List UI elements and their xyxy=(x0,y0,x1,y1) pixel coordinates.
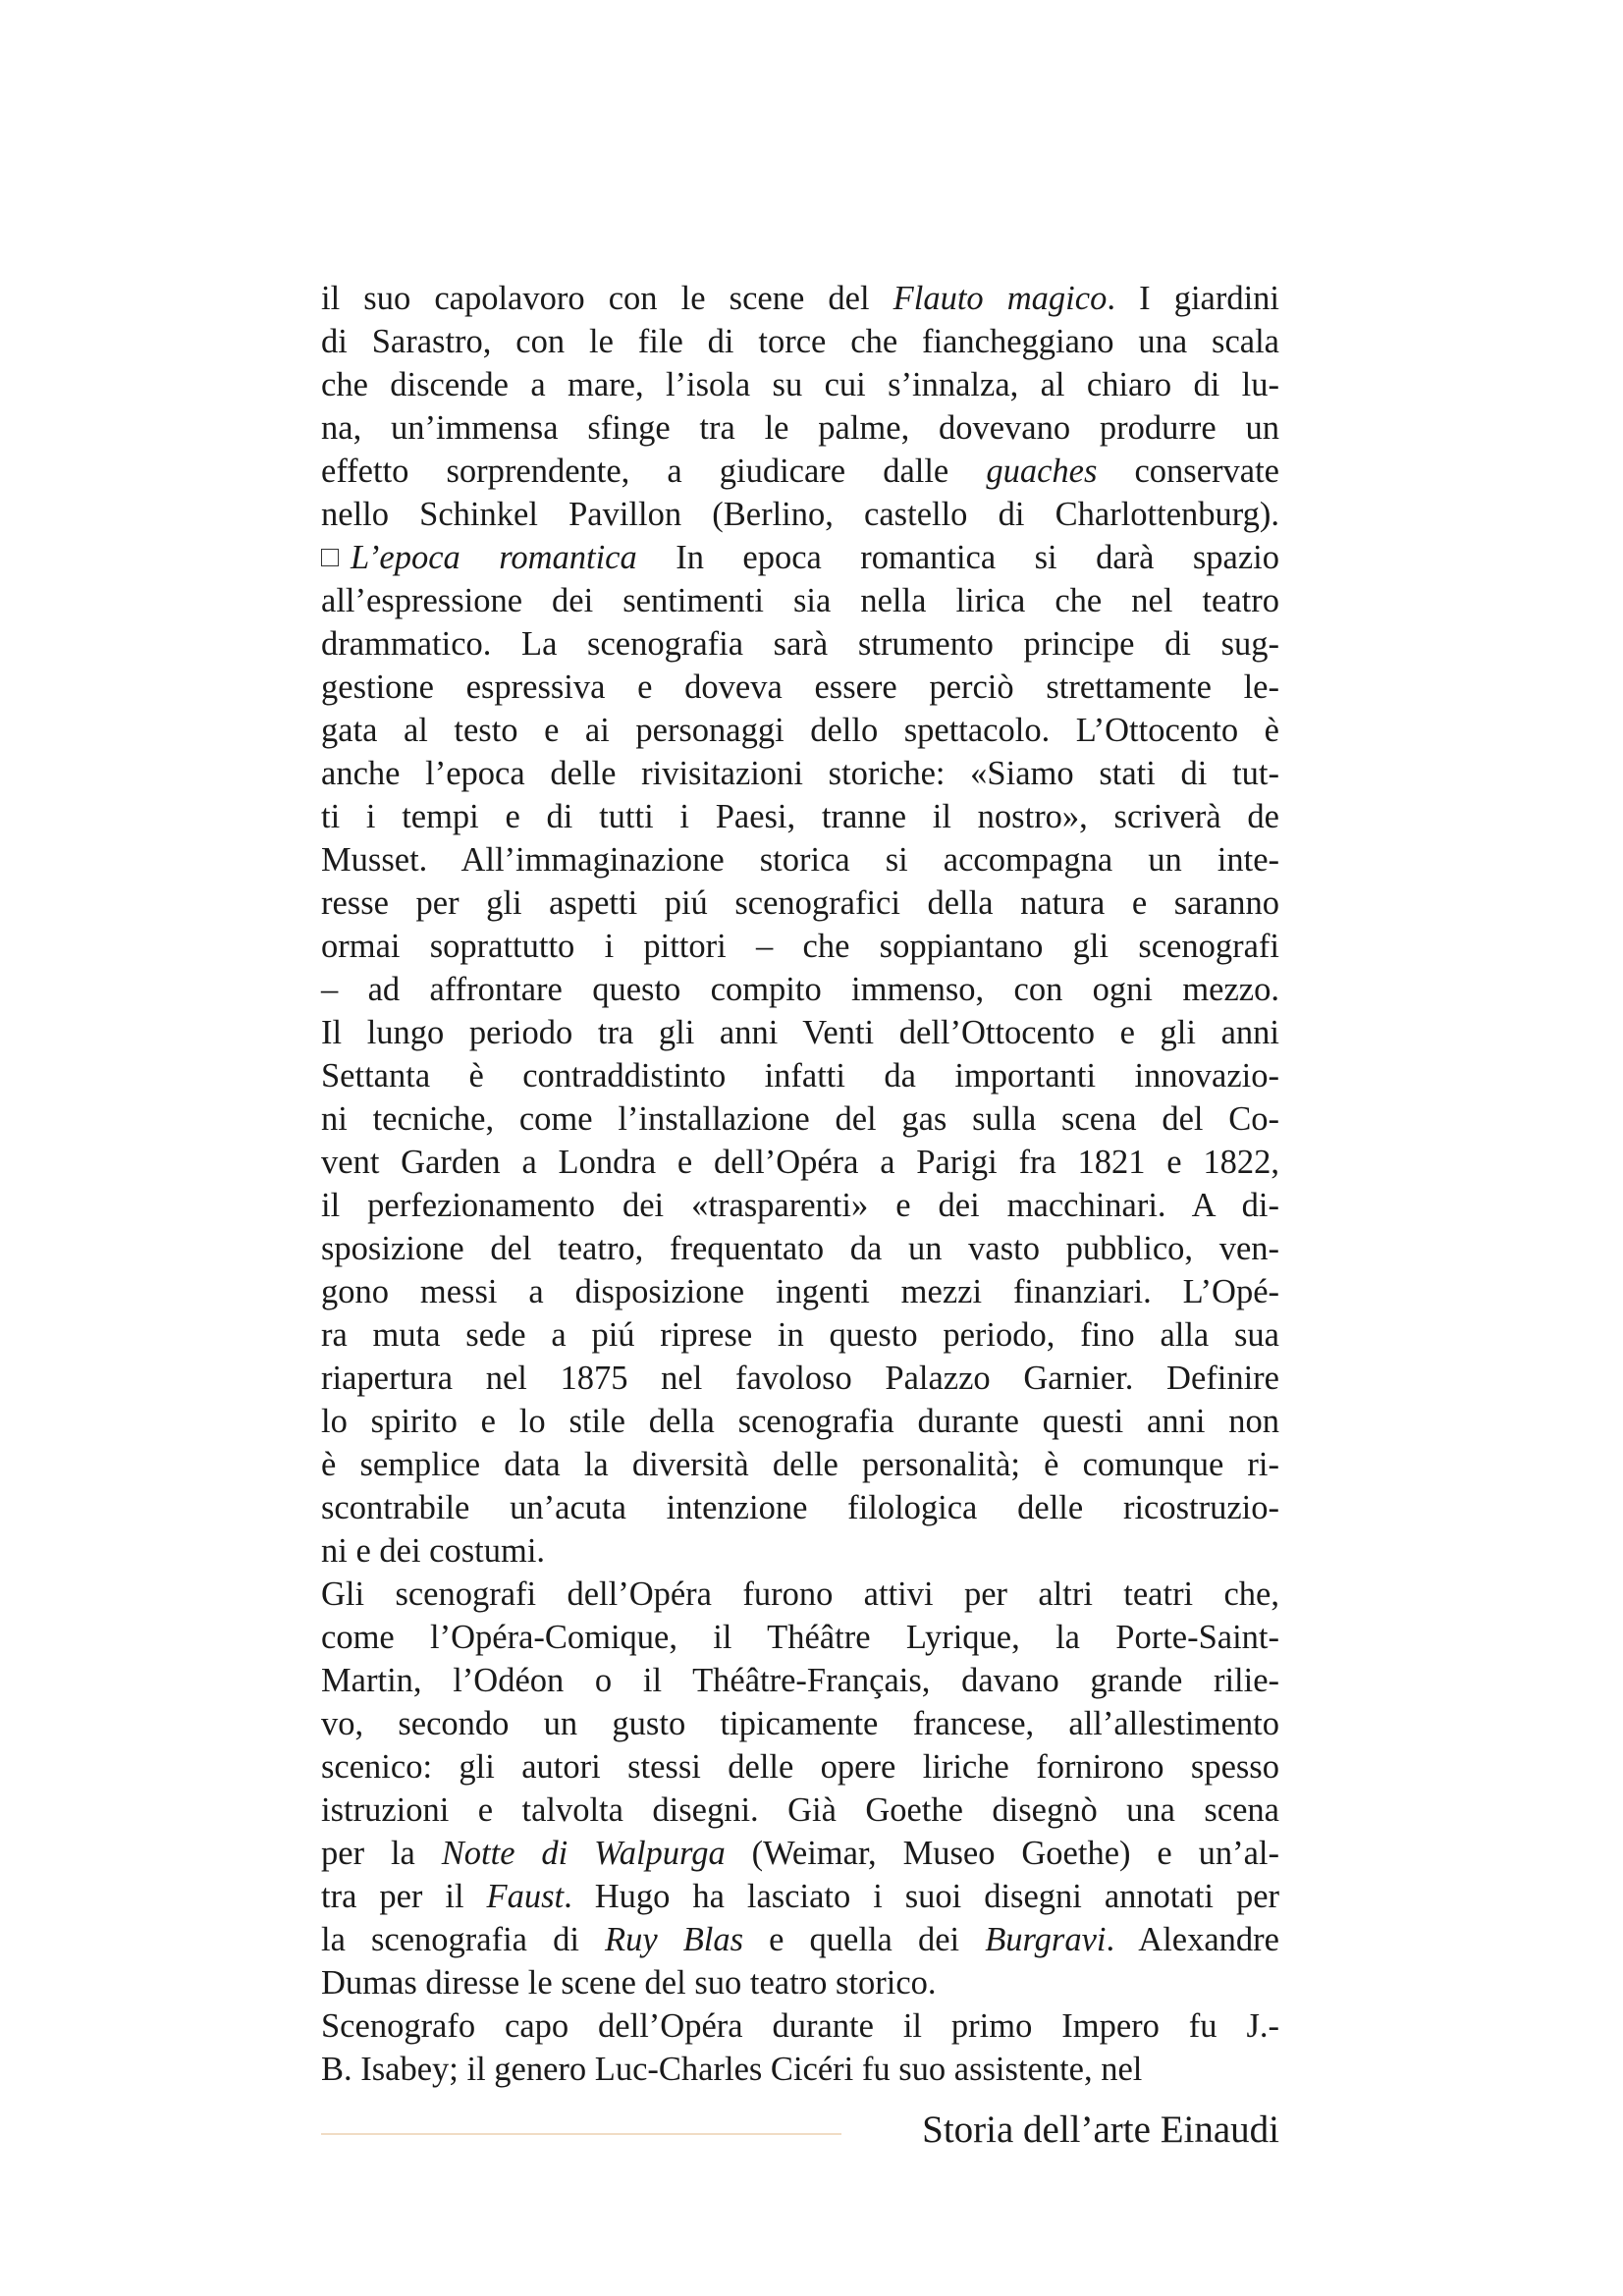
text-span: ra muta sede a piú riprese in questo periodo, fino alla sua xyxy=(321,1316,1279,1354)
text-span: il perfezionamento dei «trasparenti» e dei macchinari. A di- xyxy=(321,1187,1279,1224)
text-line xyxy=(321,2048,1279,2091)
italic-title: Flauto magico xyxy=(893,280,1108,317)
text-span: B. Isabey; il genero Luc-Charles Cicéri fu suo assistente, nel xyxy=(321,2051,1143,2088)
text-line xyxy=(321,363,1279,406)
text-line xyxy=(321,795,1279,838)
italic-title: L’epoca romantica xyxy=(351,539,637,576)
text-span: . Alexandre xyxy=(1106,1921,1279,1958)
footer-title: Storia dell’arte Einaudi xyxy=(922,2109,1279,2151)
italic-title: Faust xyxy=(486,1878,565,1915)
text-line xyxy=(321,1918,1279,1961)
text-span: gestione espressiva e doveva essere perciò strettamente le- xyxy=(321,668,1279,706)
text-span: come l’Opéra-Comique, il Théâtre Lyrique, la Porte-Saint- xyxy=(321,1619,1279,1656)
text-line xyxy=(321,1486,1279,1529)
text-line xyxy=(321,1097,1279,1141)
text-span: per la xyxy=(321,1835,442,1872)
text-span: nello Schinkel Pavillon (Berlino, castello di Charlottenburg). xyxy=(321,496,1279,533)
text-span: – ad affrontare questo compito immenso, con ogni mezzo. xyxy=(321,971,1279,1008)
text-span: gono messi a disposizione ingenti mezzi finanziari. L’Opé- xyxy=(321,1273,1279,1310)
text-span: e quella dei xyxy=(743,1921,986,1958)
text-line xyxy=(321,1529,1279,1573)
text-span: lo spirito e lo stile della scenografia durante questi anni non xyxy=(321,1403,1279,1440)
text-span: vo, secondo un gusto tipicamente francese, all’allestimento xyxy=(321,1705,1279,1742)
text-span: che discende a mare, l’isola su cui s’innalza, al chiaro di lu- xyxy=(321,366,1279,403)
italic-title: Notte di Walpurga xyxy=(441,1835,726,1872)
footer-rule xyxy=(321,2133,841,2135)
text-span: na, un’immensa sfinge tra le palme, dovevano produrre un xyxy=(321,409,1279,447)
text-span: all’espressione dei sentimenti sia nella lirica che nel teatro xyxy=(321,582,1279,619)
text-line xyxy=(321,1054,1279,1097)
text-span: Gli scenografi dell’Opéra furono attivi per altri teatri che, xyxy=(321,1575,1279,1613)
text-line xyxy=(321,277,1279,320)
body-text xyxy=(321,277,1279,2091)
italic-title: Ruy Blas xyxy=(605,1921,744,1958)
text-line xyxy=(321,1141,1279,1184)
text-line xyxy=(321,320,1279,363)
text-span: riapertura nel 1875 nel favoloso Palazzo Garnier. Definire xyxy=(321,1360,1279,1397)
text-line xyxy=(321,1659,1279,1702)
text-span: di Sarastro, con le file di torce che fiancheggiano una scala xyxy=(321,323,1279,360)
text-line xyxy=(321,1443,1279,1486)
text-span: tra per il xyxy=(321,1878,487,1915)
text-line xyxy=(321,1573,1279,1616)
text-line xyxy=(321,1227,1279,1270)
text-span: istruzioni e talvolta disegni. Già Goethe disegnò una scena xyxy=(321,1791,1279,1829)
text-line xyxy=(321,1011,1279,1054)
text-line xyxy=(321,1313,1279,1357)
text-span: In epoca romantica si darà spazio xyxy=(636,539,1279,576)
text-line xyxy=(321,1702,1279,1745)
text-line xyxy=(321,968,1279,1011)
page-footer xyxy=(321,2106,1279,2155)
text-line xyxy=(321,450,1279,493)
text-line xyxy=(321,1184,1279,1227)
text-line xyxy=(321,1357,1279,1400)
text-span: drammatico. La scenografia sarà strumento principe di sug- xyxy=(321,625,1279,663)
text-line xyxy=(321,1875,1279,1918)
text-line xyxy=(321,752,1279,795)
text-span: Musset. All’immaginazione storica si accompagna un inte- xyxy=(321,841,1279,879)
text-span: Dumas diresse le scene del suo teatro storico. xyxy=(321,1964,937,2002)
text-span: il suo capolavoro con le scene del xyxy=(321,280,893,317)
text-span: è semplice data la diversità delle personalità; è comunque ri- xyxy=(321,1446,1279,1483)
text-span: effetto sorprendente, a giudicare dalle xyxy=(321,453,987,490)
text-line xyxy=(321,406,1279,450)
text-span: vent Garden a Londra e dell’Opéra a Parigi fra 1821 e 1822, xyxy=(321,1144,1279,1181)
text-span: conservate xyxy=(1097,453,1279,490)
text-line xyxy=(321,1616,1279,1659)
text-span: ti i tempi e di tutti i Paesi, tranne il nostro», scriverà de xyxy=(321,798,1279,835)
text-line xyxy=(321,622,1279,666)
text-line xyxy=(321,2004,1279,2048)
text-line xyxy=(321,881,1279,925)
text-line xyxy=(321,1832,1279,1875)
text-line xyxy=(321,838,1279,881)
text-span: . Hugo ha lasciato i suoi disegni annotati per xyxy=(564,1878,1279,1915)
text-span: anche l’epoca delle rivisitazioni storiche: «Siamo stati di tut- xyxy=(321,755,1279,792)
text-span: resse per gli aspetti piú scenografici della natura e saranno xyxy=(321,884,1279,922)
text-span: ormai soprattutto i pittori – che soppiantano gli scenografi xyxy=(321,928,1279,965)
text-span: ni e dei costumi. xyxy=(321,1532,546,1570)
text-span: Il lungo periodo tra gli anni Venti dell’Ottocento e gli anni xyxy=(321,1014,1279,1051)
text-line xyxy=(321,1270,1279,1313)
text-line xyxy=(321,925,1279,968)
text-span: gata al testo e ai personaggi dello spettacolo. L’Ottocento è xyxy=(321,712,1279,749)
italic-title: Burgravi xyxy=(985,1921,1107,1958)
text-span: la scenografia di xyxy=(321,1921,605,1958)
text-span: scontrabile un’acuta intenzione filologica delle ricostruzio- xyxy=(321,1489,1279,1526)
text-line xyxy=(321,1789,1279,1832)
text-line xyxy=(321,493,1279,536)
section-marker-icon xyxy=(321,549,339,566)
text-line xyxy=(321,579,1279,622)
text-line xyxy=(321,1400,1279,1443)
text-span: ni tecniche, come l’installazione del gas sulla scena del Co- xyxy=(321,1100,1279,1138)
text-span: sposizione del teatro, frequentato da un vasto pubblico, ven- xyxy=(321,1230,1279,1267)
text-line xyxy=(321,536,1279,579)
text-span: scenico: gli autori stessi delle opere liriche fornirono spesso xyxy=(321,1748,1279,1786)
text-line xyxy=(321,1961,1279,2004)
text-span: (Weimar, Museo Goethe) e un’al- xyxy=(725,1835,1279,1872)
text-span: Martin, l’Odéon o il Théâtre-Français, davano grande rilie- xyxy=(321,1662,1279,1699)
text-line xyxy=(321,1745,1279,1789)
text-span: . I giardini xyxy=(1107,280,1279,317)
text-span: Scenografo capo dell’Opéra durante il primo Impero fu J.- xyxy=(321,2007,1279,2045)
text-span: Settanta è contraddistinto infatti da importanti innovazio- xyxy=(321,1057,1279,1095)
text-line xyxy=(321,666,1279,709)
italic-title: guaches xyxy=(986,453,1098,490)
text-line xyxy=(321,709,1279,752)
